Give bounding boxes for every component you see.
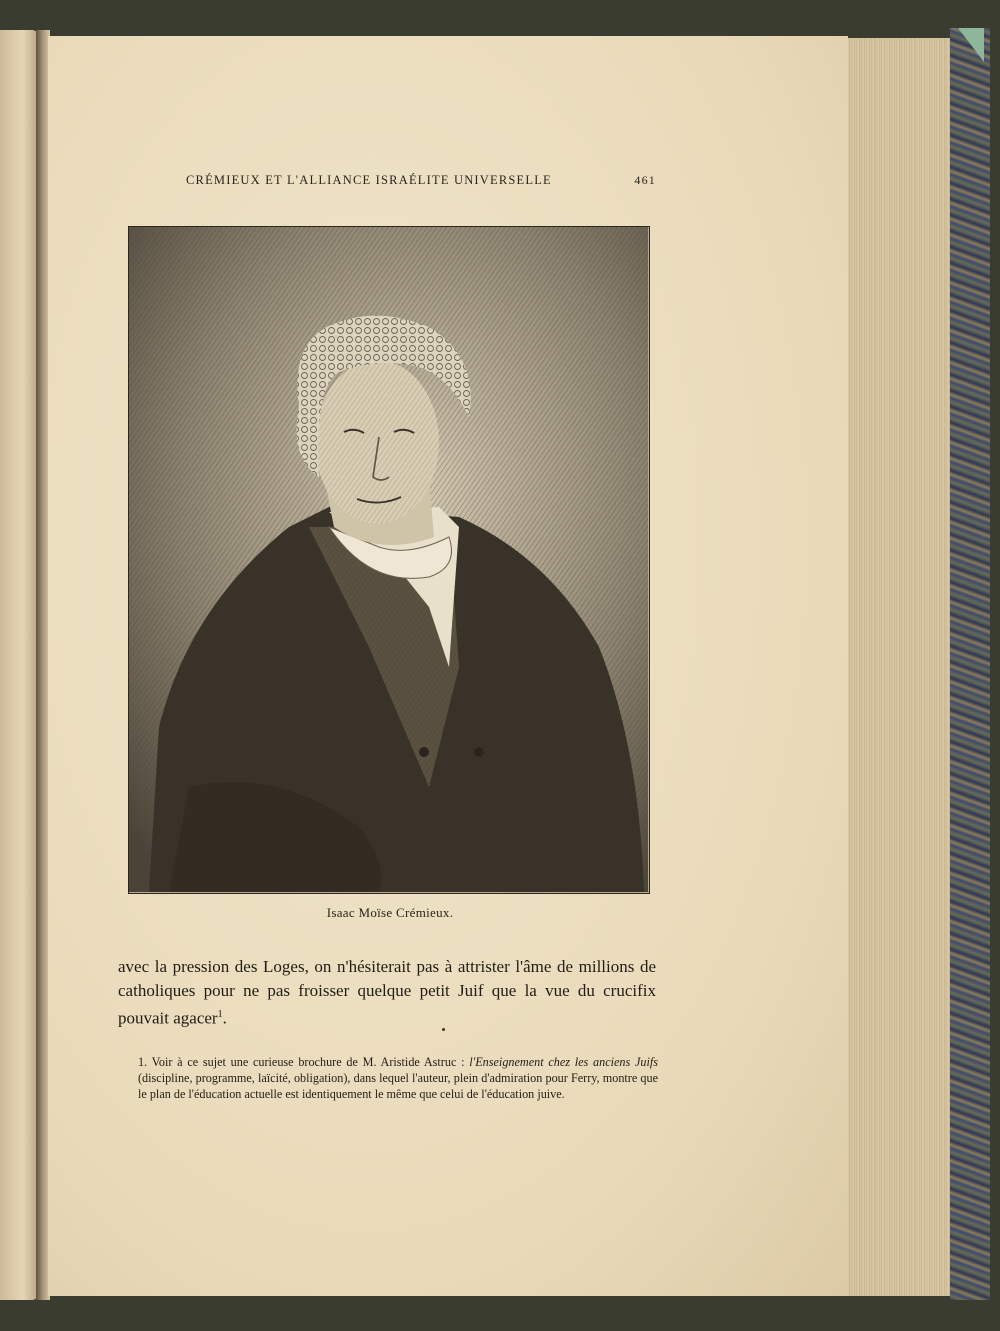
footnote-number: 1. bbox=[138, 1055, 148, 1069]
marbled-cover bbox=[950, 28, 990, 1300]
running-header bbox=[186, 173, 656, 193]
body-text: avec la pression des Loges, on n'hésiterait pas à attrister l'âme de millions de catholiques pour ne pas froisser quelque petit Juif que la vue du crucifix pouvait agacer bbox=[118, 957, 656, 1028]
footnote-text-start: Voir à ce sujet une curieuse brochure de M. Aristide Astruc : bbox=[151, 1055, 470, 1069]
footnote-text-end: (discipline, programme, laïcité, obligation), dans lequel l'auteur, plein d'admiration pour Ferry, montre que le plan de l'éducation actuelle est identiquement le même que celui de l'éducation juive. bbox=[138, 1071, 658, 1101]
footnote bbox=[116, 1054, 658, 1102]
left-page-edge bbox=[0, 30, 38, 1300]
footnote-italic-title: l'Enseignement chez les anciens Juifs bbox=[469, 1055, 659, 1069]
running-title: CRÉMIEUX ET L'ALLIANCE ISRAÉLITE UNIVERSELLE bbox=[186, 173, 552, 187]
ink-speck bbox=[442, 1028, 445, 1031]
body-text-end: . bbox=[222, 1008, 227, 1028]
body-paragraph bbox=[118, 955, 656, 1031]
portrait-illustration bbox=[129, 227, 648, 892]
page-number: 461 bbox=[634, 173, 656, 187]
portrait-engraving bbox=[128, 226, 650, 894]
page-block-edges bbox=[845, 38, 957, 1296]
figure-caption: Isaac Moïse Crémieux. bbox=[326, 905, 454, 920]
footnote-reference: 1 bbox=[217, 1009, 223, 1020]
